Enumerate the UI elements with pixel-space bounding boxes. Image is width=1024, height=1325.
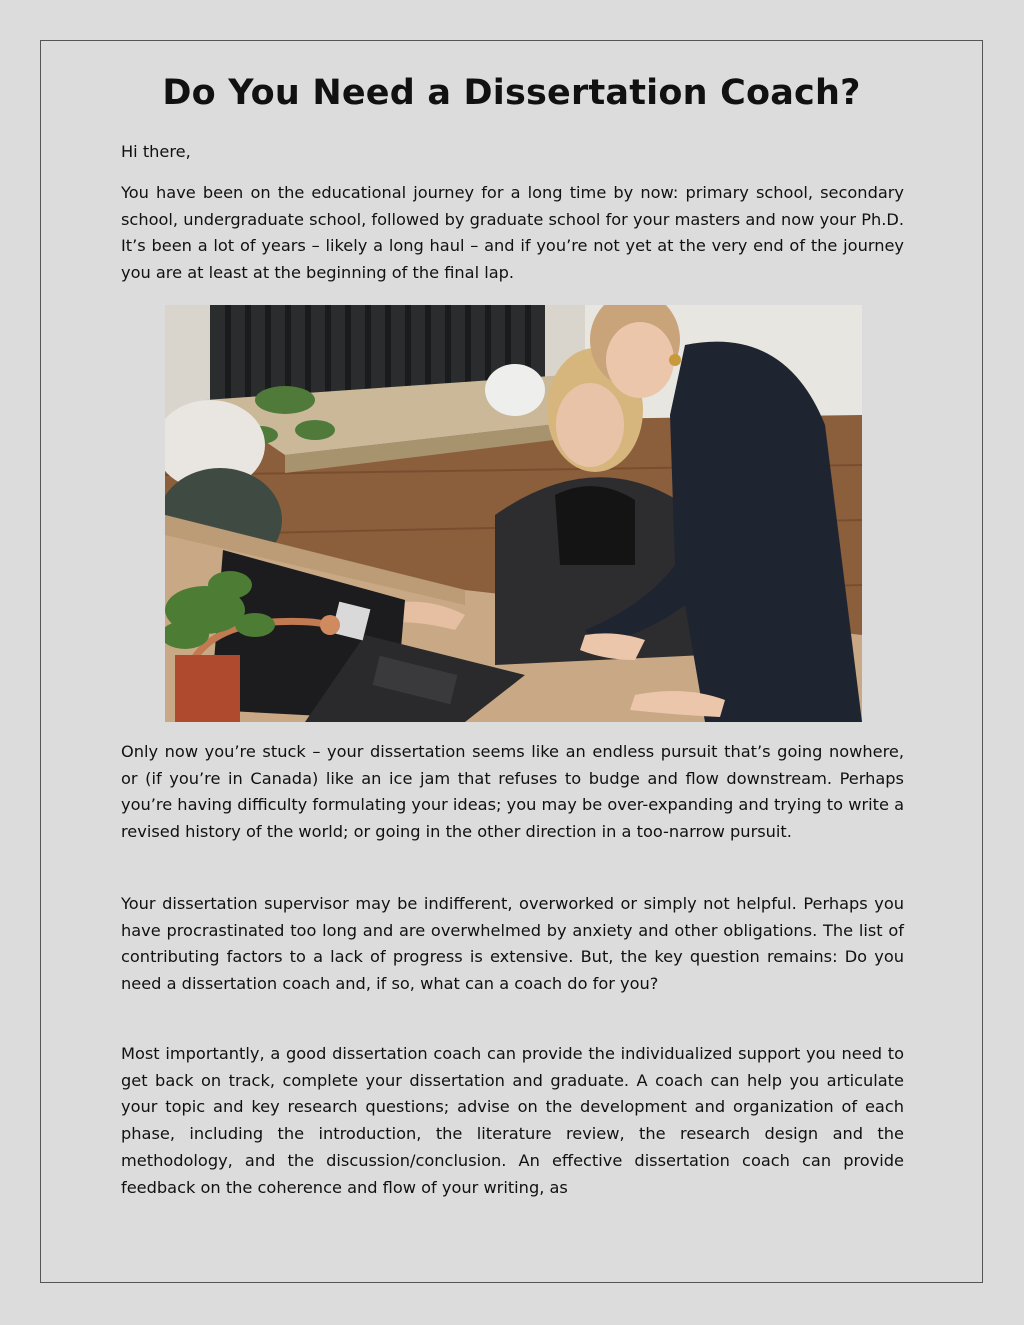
document-title: Do You Need a Dissertation Coach?	[162, 73, 861, 113]
paragraph-coach-support: Most importantly, a good dissertation coach can provide the individualized support you need to get back on track, complete your dissertation and graduate. A coach can help you articulate your topic and key research questions; advise on the development and organization of each phase, including the introduction, the literature review, the research design and the methodology, and the discussion/conclusion. An effective dissertation coach can provide feedback on the coherence and flow of your writing, as	[121, 1044, 904, 1197]
paragraph-supervisor: Your dissertation supervisor may be indifferent, overworked or simply not helpful. Perhaps you have procrastinated too long and are overwhelmed by anxiety and other obligations. The list of contributing factors to a lack of progress is extensive. But, the key question remains: Do you need a dissertation coach and, if so, what can a coach do for you?	[121, 894, 904, 994]
paragraph-intro: You have been on the educational journey for a long time by now: primary school, secondary school, undergraduate school, followed by graduate school for your masters and now your Ph.D. It’s been a lot of years – likely a long haul – and if you’re not yet at the very end of the journey you are at least at the beginning of the final lap.	[121, 183, 904, 283]
document-page	[40, 40, 983, 1283]
paragraph-stuck: Only now you’re stuck – your dissertation seems like an endless pursuit that’s going nowhere, or (if you’re in Canada) like an ice jam that refuses to budge and flow downstream. Perhaps you’re having difficulty formulating your ideas; you may be over-expanding and trying to write a revised history of the world; or going in the other direction in a too-narrow pursuit.	[121, 742, 904, 842]
office-photo	[165, 305, 862, 722]
greeting: Hi there,	[121, 142, 191, 161]
